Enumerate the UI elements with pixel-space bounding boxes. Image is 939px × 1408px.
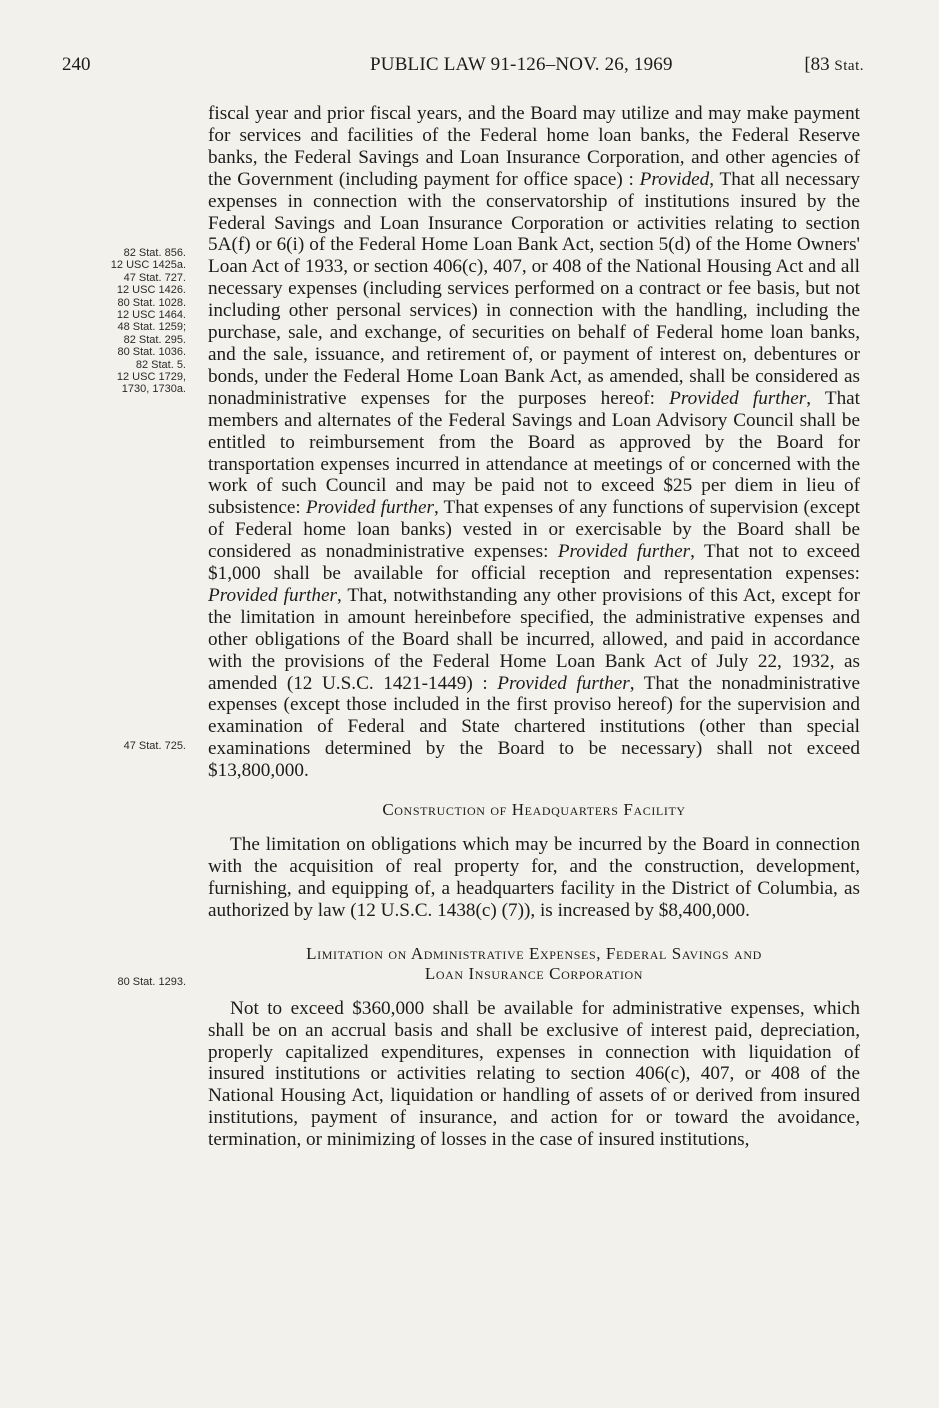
margin-citation: 12 USC 1425a. — [110, 259, 186, 272]
proviso-italic: Provided further — [208, 584, 337, 606]
proviso-italic: Provided — [639, 168, 710, 190]
section-heading-line: Limitation on Administrative Expenses, Federal Savings and — [306, 943, 762, 963]
margin-citation: 12 USC 1729, — [116, 371, 186, 384]
margin-citation: 47 Stat. 725. — [123, 740, 186, 752]
section-heading-fslic — [208, 944, 860, 984]
text-run: , That all necessary expenses in connection with the conservatorship of institutions insured by the Federal Savings and Loan Insurance Corporation or activities relating to section 5A(f) or 6(i) of the Federal Home Loan Bank Act, section 5(d) of the Home Owners' Loan Act of 1933, or section 406(c), 407, or 408 of the National Housing Act and all necessary expenses (including services performed on a contract or fee basis, but not including other personal services) in connection with the handling, including the purchase, sale, and exchange, of securities on behalf of Federal home loan banks, and the sale, issuance, and retirement of, or payment of interest on, debentures or bonds, under the Federal Home Loan Bank Act, as amended, shall be considered as nonadministrative expenses for the purposes hereof: — [208, 168, 860, 409]
proviso-italic: Provided further — [497, 672, 630, 694]
statute-volume-number: [83 — [804, 54, 835, 75]
paragraph-fslic-expenses: Not to exceed $360,000 shall be available for administrative expenses, which shall be on an accrual basis and shall be exclusive of interest paid, depreciation, properly capitalized expenditures, expenses in connection with liquidation of insured institutions or activities relating to section 406(c), 407, or 408 of the National Housing Act, liquidation or handling of assets of or derived from insured institutions, payment of insurance, and action for or toward the avoidance, termination, or minimizing of losses in the case of insured institutions, — [208, 997, 860, 1151]
margin-citation: 12 USC 1426. — [116, 284, 186, 297]
body-text — [208, 103, 860, 1151]
statute-volume — [804, 54, 864, 76]
margin-citation: 82 Stat. 295. — [123, 333, 186, 346]
margin-citation: 47 Stat. 727. — [123, 271, 186, 284]
margin-citation-2 — [44, 740, 186, 752]
section-heading-headquarters: Construction of Headquarters Facility — [382, 800, 686, 820]
margin-citation: 82 Stat. 5. — [135, 358, 186, 371]
margin-citation: 82 Stat. 856. — [123, 247, 186, 259]
section-heading-line: Loan Insurance Corporation — [424, 963, 644, 983]
margin-citation: 48 Stat. 1259; — [117, 321, 186, 334]
margin-citations-group-1 — [44, 247, 186, 396]
margin-citation: 12 USC 1464. — [116, 309, 186, 322]
page-number: 240 — [62, 54, 91, 75]
text-run: , That expenses of any functions of supervision (except of Federal home loan banks) vested in or exercisable by the Board shall be considered as nonadministrative expenses: — [208, 497, 860, 563]
margin-citation: 1730, 1730a. — [121, 383, 186, 396]
paragraph-headquarters: The limitation on obligations which may be incurred by the Board in connection with the acquisition of real property for, and the construction, development, furnishing, and equipping of, a headquarters facility in the District of Columbia, as authorized by law (12 U.S.C. 1438(c) (7)), is increased by $8,400,000. — [208, 834, 860, 921]
text-run: , That not to exceed $1,000 shall be available for official reception and representation expenses: — [208, 541, 860, 585]
proviso-italic: Provided further — [305, 497, 434, 519]
margin-citation-3 — [44, 976, 186, 988]
page-header — [62, 54, 864, 84]
running-title: PUBLIC LAW 91-126–NOV. 26, 1969 — [370, 54, 673, 75]
text-run: , That, notwithstanding any other provisions of this Act, except for the limitation in amount hereinbefore specified, the administrative expenses and other obligations of the Board shall be incurred, allowed, and paid in accordance with the provisions of the Federal Home Loan Bank Act of July 22, 1932, as amended (12 U.S.C. 1421-1449) : — [208, 584, 860, 694]
proviso-italic: Provided further — [669, 387, 807, 409]
text-run: , That the nonadministrative expenses (except those included in the first proviso hereof) for the supervision and examination of Federal and State chartered institutions (other than special examinations determined by the Board to be necessary) shall not exceed $13,800,000. — [208, 672, 860, 782]
text-run: fiscal year and prior fiscal years, and the Board may utilize and may make payment for services and facilities of the Federal home loan banks, the Federal Reserve banks, the Federal Savings and Loan Insurance Corporation, and other agencies of the Government (including payment for office space) : — [208, 103, 860, 190]
paragraph-board-expenses — [208, 103, 860, 782]
proviso-italic: Provided further — [557, 541, 691, 563]
statute-abbrev: Stat. — [834, 58, 864, 74]
margin-citation: 80 Stat. 1036. — [117, 346, 186, 359]
margin-citation: 80 Stat. 1293. — [117, 976, 186, 988]
text-run: , That members and alternates of the Federal Savings and Loan Advisory Council shall be entitled to reimbursement from the Board as approved by the Board for transportation expenses incurred in attendance at meetings of or concerned with the work of such Council and may be paid not to exceed $25 per diem in lieu of subsistence: — [208, 387, 861, 519]
margin-citation: 80 Stat. 1028. — [117, 296, 186, 309]
